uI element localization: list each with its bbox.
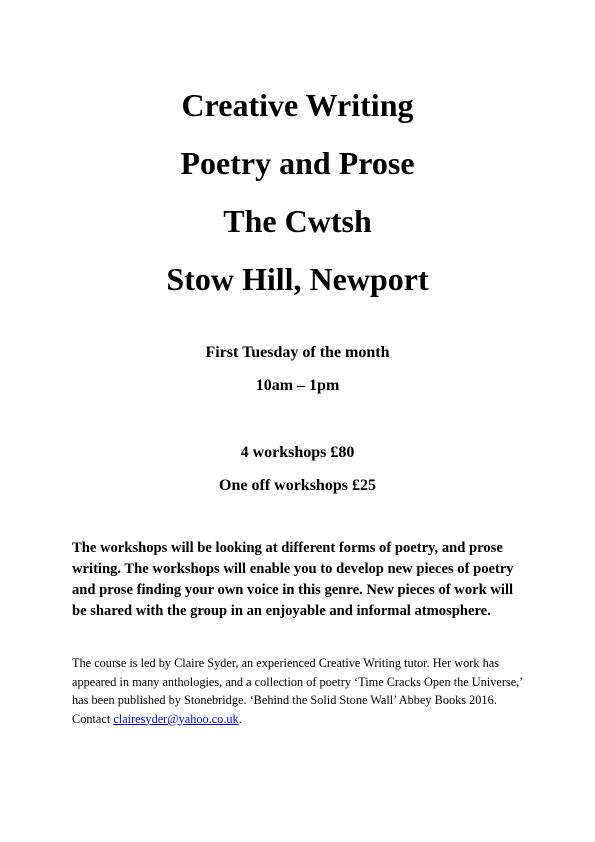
schedule-time: 10am – 1pm xyxy=(255,377,340,394)
title-line-venue: The Cwtsh xyxy=(223,203,372,239)
pricing-block xyxy=(0,436,595,502)
title-block xyxy=(0,76,595,308)
price-package: 4 workshops £80 xyxy=(240,444,355,461)
schedule-block xyxy=(0,336,595,402)
tutor-bio xyxy=(72,654,532,728)
title-line-genre: Poetry and Prose xyxy=(180,145,415,181)
schedule-day: First Tuesday of the month xyxy=(205,344,390,361)
title-line-location: Stow Hill, Newport xyxy=(166,261,429,297)
workshop-description: The workshops will be looking at different forms of poetry, and prose writing. The workshops will enable you to develop new pieces of poetry and prose finding your own voice in this genre. New pieces of work will be shared with the group in an enjoyable and informal atmosphere. xyxy=(72,540,514,619)
title-line-course: Creative Writing xyxy=(181,87,414,123)
tutor-bio-end: . xyxy=(238,711,242,726)
tutor-bio-text: The course is led by Claire Syder, an experienced Creative Writing tutor. Her work has appeared in many anthologies, and a collection of poetry ‘Time Cracks Open the Universe,’ has been published by Stonebridge. ‘Behind the Solid Stone Wall’ Abbey Books 2016. Contact xyxy=(72,656,523,726)
price-single: One off workshops £25 xyxy=(219,477,376,494)
contact-email-link[interactable]: clairesyder@yahoo.co.uk xyxy=(113,711,239,726)
